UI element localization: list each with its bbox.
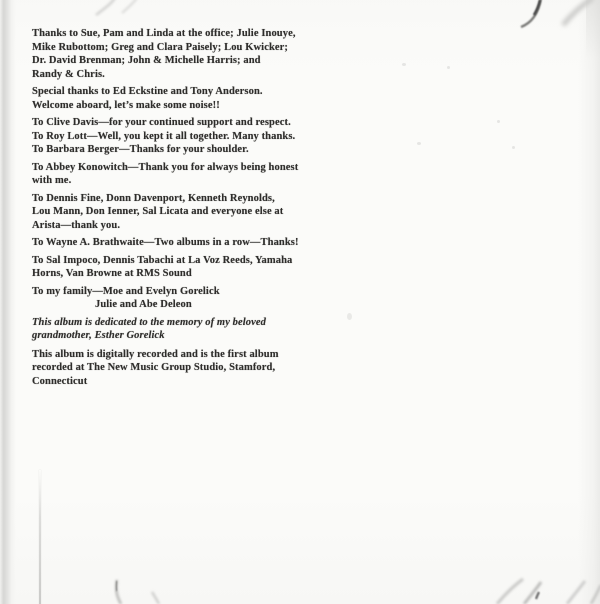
text-line: Horns, Van Browne at RMS Sound — [32, 268, 192, 279]
text-line: Julie and Abe Deleon — [95, 299, 192, 310]
text-line: To Abbey Konowitch—Thank you for always being honest — [32, 161, 299, 173]
crease-mark-bottom-left-1 — [116, 580, 121, 604]
crease-mark-bottom-right-1 — [497, 579, 523, 604]
text-line: Mike Rubottom; Greg and Clara Paisely; Lou Kwicker; — [32, 41, 289, 53]
crease-mark-bottom-right-2 — [524, 582, 541, 604]
paragraph — [32, 27, 299, 81]
text-line: Welcome aboard, let’s make some noise!! — [32, 99, 220, 111]
text-line: Special thanks to Ed Eckstine and Tony Anderson. — [32, 86, 263, 97]
page-right-top-shadow — [586, 0, 600, 60]
paragraph — [32, 254, 299, 281]
crease-mark-bottom-left-1-core — [116, 581, 117, 591]
page-right-edge-shadow — [578, 0, 600, 604]
paragraph — [32, 161, 299, 188]
text-line: Randy & Chris. — [32, 68, 105, 80]
text-line: with me. — [32, 175, 72, 186]
crease-mark-top-right-dark — [521, 0, 541, 27]
text-line: To Barbara Berger—Thanks for your shoulder. — [32, 144, 249, 155]
text-line: recorded at The New Music Group Studio, Stamford, — [32, 362, 276, 373]
dust-speck — [347, 313, 352, 320]
page-left-edge-shadow — [0, 0, 16, 604]
text-line: To my family—Moe and Evelyn Gorelick — [32, 285, 220, 297]
text-line: This album is digitally recorded and is the first album — [32, 348, 279, 360]
text-line: To Dennis Fine, Donn Davenport, Kenneth Reynolds, — [32, 192, 275, 204]
paragraph — [32, 348, 299, 389]
crease-mark-top-left-1 — [96, 0, 115, 15]
text-line: Connecticut — [32, 375, 88, 387]
text-line: To Roy Lott—Well, you kept it all together. Many thanks. — [32, 130, 296, 142]
text-line: Arista—thank you. — [32, 219, 121, 231]
paragraph — [32, 316, 299, 343]
text-line: To Sal Impoco, Dennis Tabachi at La Voz Reeds, Yamaha — [32, 254, 293, 266]
text-line: To Clive Davis—for your continued support and respect. — [32, 117, 291, 128]
text-line: grandmother, Esther Gorelick — [32, 330, 165, 341]
page-fold-line — [39, 470, 41, 604]
paragraph — [32, 236, 299, 250]
text-line: Thanks to Sue, Pam and Linda at the office; Julie Inouye, — [32, 28, 296, 39]
text-line: This album is dedicated to the memory of my beloved — [32, 316, 267, 328]
dust-speck — [402, 63, 406, 66]
paragraph — [32, 85, 299, 112]
crease-mark-bottom-right-2-core — [536, 592, 539, 599]
crease-mark-top-right-dark-core — [534, 0, 540, 15]
dust-speck — [447, 66, 450, 69]
paragraph — [32, 192, 299, 233]
crease-mark-bottom-left-2 — [152, 592, 159, 604]
text-line: Dr. David Brenman; John & Michelle Harris; and — [32, 55, 261, 66]
paragraph — [32, 116, 299, 157]
liner-notes — [32, 27, 299, 392]
dust-speck — [512, 146, 515, 149]
dust-speck — [417, 142, 421, 145]
dust-speck — [497, 120, 500, 123]
paragraph — [32, 285, 299, 312]
text-line: Lou Mann, Don Ienner, Sal Licata and everyone else at — [32, 206, 284, 217]
text-line: To Wayne A. Brathwaite—Two albums in a row—Thanks! — [32, 237, 299, 248]
crease-mark-top-left-2 — [122, 0, 137, 13]
